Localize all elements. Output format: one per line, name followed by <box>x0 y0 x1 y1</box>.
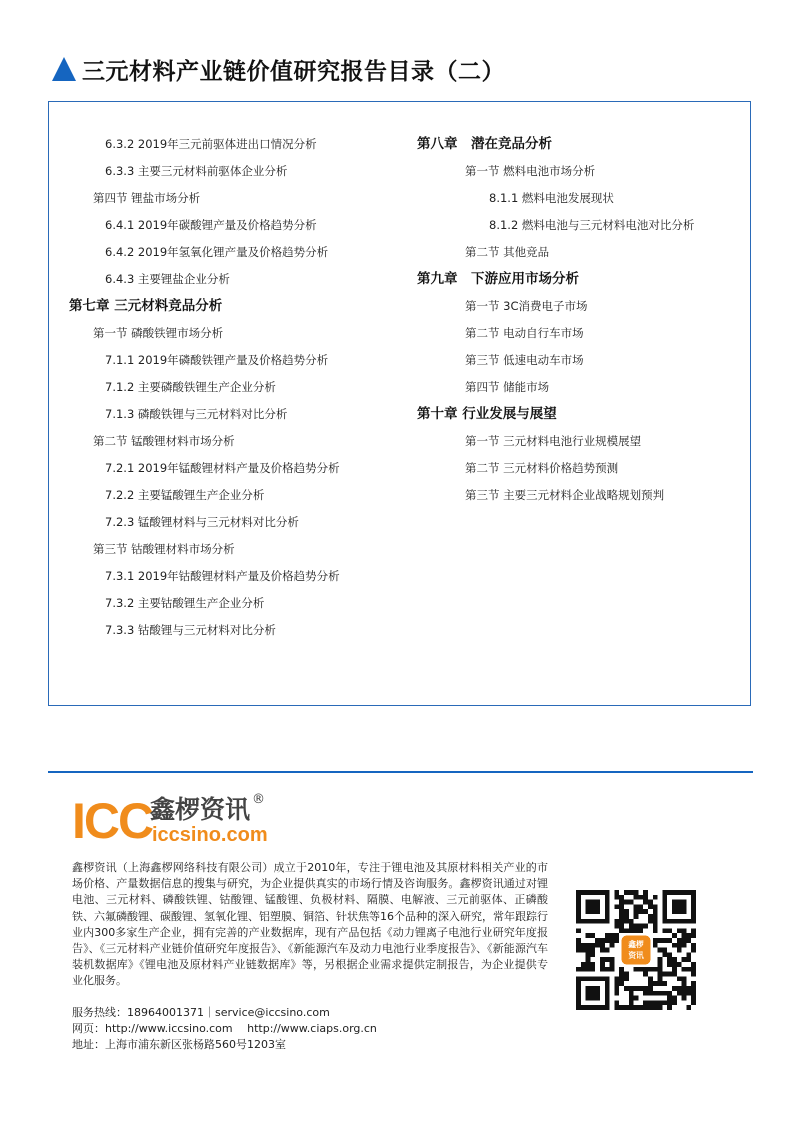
qr-finder-top-left <box>576 890 610 924</box>
triangle-icon <box>52 57 76 81</box>
toc-sub: 7.3.2 主要钴酸锂生产企业分析 <box>105 596 265 610</box>
registered-mark: ® <box>252 792 265 807</box>
section-divider <box>48 771 753 773</box>
toc-sub: 8.1.1 燃料电池发展现状 <box>489 191 614 205</box>
contact-hotline: 服务热线：18964001371｜service@iccsino.com <box>72 1006 330 1019</box>
toc-box <box>48 101 751 706</box>
toc-section: 第二节 其他竞品 <box>465 245 550 259</box>
toc-chapter: 第七章 三元材料竞品分析 <box>69 298 223 314</box>
toc-chapter: 第九章 下游应用市场分析 <box>417 271 579 287</box>
toc-sub: 7.1.2 主要磷酸铁锂生产企业分析 <box>105 380 276 394</box>
page-header <box>52 52 505 86</box>
toc-section: 第二节 三元材料价格趋势预测 <box>465 461 619 475</box>
page-title: 三元材料产业链价值研究报告目录（二） <box>82 58 505 85</box>
toc-sub: 7.2.3 锰酸锂材料与三元材料对比分析 <box>105 515 299 529</box>
toc-sub: 7.3.3 钴酸锂与三元材料对比分析 <box>105 623 276 637</box>
qr-badge-line-2: 资讯 <box>628 951 644 961</box>
logo-mark: ICC <box>72 793 153 849</box>
toc-section: 第四节 储能市场 <box>465 380 550 394</box>
toc-sub: 7.1.1 2019年磷酸铁锂产量及价格趋势分析 <box>105 353 329 367</box>
toc-section: 第四节 锂盐市场分析 <box>93 191 201 205</box>
qr-badge-line-1: 鑫椤 <box>628 940 644 950</box>
toc-section: 第一节 燃料电池市场分析 <box>465 164 596 178</box>
toc-section: 第三节 钴酸锂材料市场分析 <box>93 542 235 556</box>
toc-section: 第二节 电动自行车市场 <box>465 326 584 340</box>
toc-section: 第三节 主要三元材料企业战略规划预判 <box>465 488 665 502</box>
toc-chapter: 第十章 行业发展与展望 <box>417 406 557 422</box>
company-description: 鑫椤资讯（上海鑫椤网络科技有限公司）成立于2010年，专注于锂电池及其原材料相关产业的市场价格、产量数据信息的搜集与研究，为企业提供真实的市场行情及咨询服务。鑫椤资讯通过对锂电池、三元材料、磷酸铁锂、钴酸锂、锰酸锂、负极材料、隔膜、电解液、三元前驱体、正磷酸铁、六氟磷酸锂、碳酸锂、氢氧化锂、铝塑膜、铜箔、针状焦等16个品种的深入研究，常年跟踪行业内300多家生产企业，拥有完善的产业数据库，现有产品包括《动力锂离子电池行业研究年度报告》、《三元材料产业链价值研究年度报告》、《新能源汽车及动力电池行业季度报告》、《新能源汽车装机数据库》《锂电池及原材料产业链数据库》等，另根据企业需求提供定制报告，为企业提供专业化服务。 <box>72 861 548 988</box>
toc-sub: 7.3.1 2019年钴酸锂材料产量及价格趋势分析 <box>105 569 340 583</box>
toc-sub: 6.3.3 主要三元材料前驱体企业分析 <box>105 164 288 178</box>
toc-sub: 7.2.1 2019年锰酸锂材料产量及价格趋势分析 <box>105 461 340 475</box>
contact-website: 网页：http://www.iccsino.com http://www.ciaps.org.cn <box>72 1022 377 1035</box>
qr-finder-bottom-left <box>576 976 610 1010</box>
toc-section: 第三节 低速电动车市场 <box>465 353 584 367</box>
logo-url: iccsino.com <box>152 824 268 846</box>
toc-sub: 7.2.2 主要锰酸锂生产企业分析 <box>105 488 265 502</box>
toc-sub: 6.4.1 2019年碳酸锂产量及价格趋势分析 <box>105 218 317 232</box>
qr-center-badge <box>619 933 653 967</box>
qr-finder-top-right <box>662 890 696 924</box>
toc-sub: 6.3.2 2019年三元前驱体进出口情况分析 <box>105 137 317 151</box>
toc-section: 第二节 锰酸锂材料市场分析 <box>93 434 235 448</box>
toc-section: 第一节 3C消费电子市场 <box>465 299 588 313</box>
toc-chapter: 第八章 潜在竞品分析 <box>417 136 552 152</box>
toc-sub: 6.4.2 2019年氢氧化锂产量及价格趋势分析 <box>105 245 329 259</box>
qr-code <box>576 890 696 1010</box>
toc-section: 第一节 磷酸铁锂市场分析 <box>93 326 224 340</box>
toc-sub: 7.1.3 磷酸铁锂与三元材料对比分析 <box>105 407 288 421</box>
toc-section: 第一节 三元材料电池行业规模展望 <box>465 434 642 448</box>
toc-sub: 6.4.3 主要锂盐企业分析 <box>105 272 230 286</box>
logo-name: 鑫椤资讯 <box>150 795 251 824</box>
contact-address: 地址：上海市浦东新区张杨路560号1203室 <box>72 1038 286 1051</box>
toc-sub: 8.1.2 燃料电池与三元材料电池对比分析 <box>489 218 695 232</box>
